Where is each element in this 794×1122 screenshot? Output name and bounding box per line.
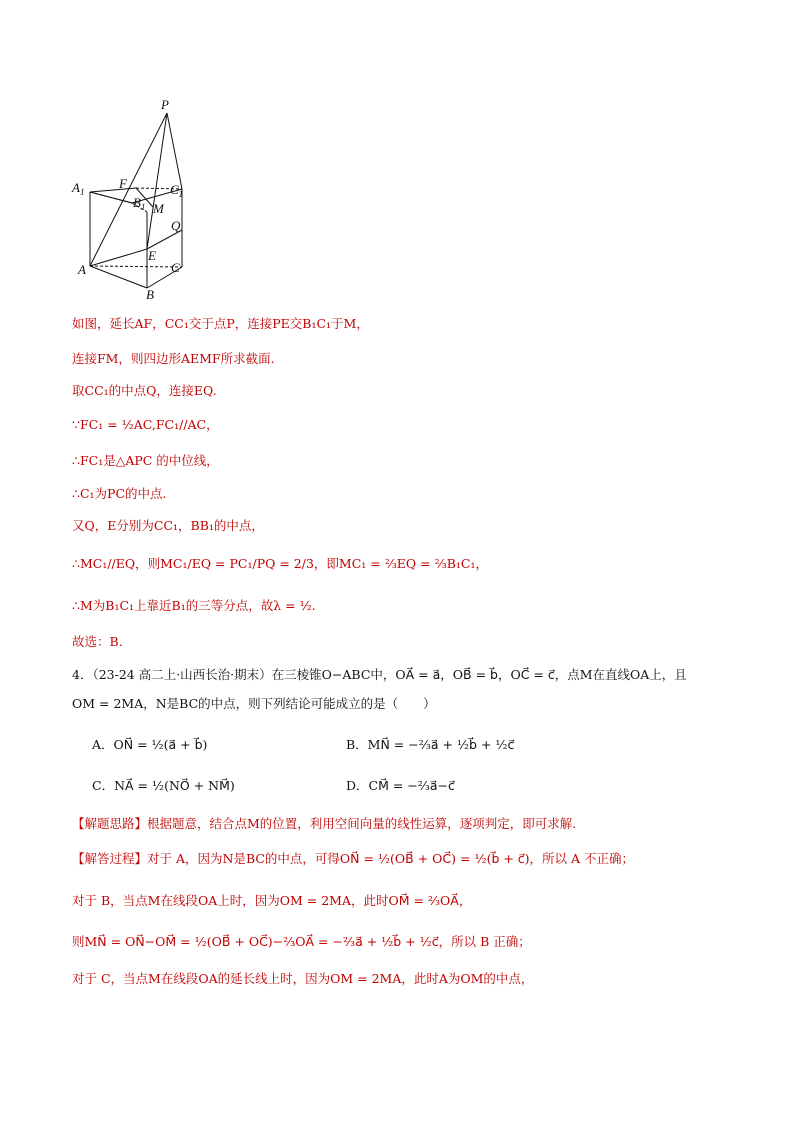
label-B: B: [146, 287, 154, 302]
solution-line: ∴FC₁是△APC 的中位线，: [72, 453, 219, 468]
solution-line: 又Q，E分别为CC₁，BB₁的中点，: [72, 518, 264, 533]
analysis-line: 对于 B，当点M在线段OA上时，因为OM = 2MA，此时OM⃗ = ⅔OA⃗，: [72, 893, 472, 908]
analysis-line: 【解答过程】对于 A，因为N是BC的中点，可得ON⃗ = ½(OB⃗ + OC⃗) = ½(b⃗ + c⃗)，所以 A 不正确；: [72, 851, 635, 866]
option-d: D．CM⃗ = −⅔a⃗−c⃗: [346, 778, 455, 793]
option-c: C．NA⃗ = ½(NO⃗ + NM⃗): [92, 778, 235, 793]
analysis-line: 对于 C，当点M在线段OA的延长线上时，因为OM = 2MA，此时A为OM的中点，: [72, 971, 534, 986]
solution-line: ∴M为B₁C₁上靠近B₁的三等分点，故λ = ½.: [72, 598, 316, 613]
prism-figure: [60, 96, 210, 306]
analysis-line: 则MN⃗ = ON⃗−OM⃗ = ½(OB⃗ + OC⃗)−⅔OA⃗ = −⅔a⃗ + ½b⃗ + ½c⃗，所以 B 正确；: [72, 934, 531, 949]
solution-line: ∵FC₁ = ½AC,FC₁//AC，: [72, 417, 219, 432]
label-C1: $C_1$: [170, 182, 184, 199]
label-P: P: [161, 97, 169, 112]
solution-line: ∴MC₁//EQ，则MC₁/EQ = PC₁/PQ = 2/3，即MC₁ = ⅔EQ = ⅔B₁C₁，: [72, 556, 488, 571]
dash-AC: [90, 266, 182, 267]
label-A: A: [78, 262, 86, 277]
option-b: B．MN⃗ = −⅔a⃗ + ½b⃗ + ½c⃗: [346, 737, 515, 752]
label-A1: $A_1$: [72, 180, 85, 197]
solution-line: 连接FM，则四边形AEMF所求截面.: [72, 351, 275, 366]
question-stem-line2: OM = 2MA，N是BC的中点，则下列结论可能成立的是（ ）: [72, 696, 436, 711]
label-B1: $B_1$: [133, 195, 146, 212]
solution-answer: 故选：B.: [72, 634, 123, 649]
solution-line: 如图，延长AF，CC₁交于点P，连接PE交B₁C₁于M，: [72, 316, 369, 331]
edge-AB: [90, 266, 147, 288]
label-M: M: [153, 201, 164, 216]
line-AE: [90, 249, 147, 266]
label-E: E: [148, 248, 156, 263]
label-C: C: [171, 260, 180, 275]
label-Q: Q: [171, 218, 181, 233]
solution-line: 取CC₁的中点Q，连接EQ.: [72, 383, 217, 398]
analysis-idea: 【解题思路】根据题意，结合点M的位置，利用空间向量的线性运算，逐项判定，即可求解.: [72, 816, 577, 831]
option-a: A．ON⃗ = ½(a⃗ + b⃗): [92, 737, 208, 752]
dash-A1B1: [90, 192, 132, 203]
label-F: F: [119, 176, 127, 191]
solution-line: ∴C₁为PC的中点.: [72, 486, 167, 501]
question-stem-line1: 4．（23-24 高二上·山西长治·期末）在三棱锥O−ABC中，OA⃗ = a⃗，OB⃗ = b⃗，OC⃗ = c⃗，点M在直线OA上，且: [72, 667, 687, 682]
line-PC1: [167, 113, 182, 189]
